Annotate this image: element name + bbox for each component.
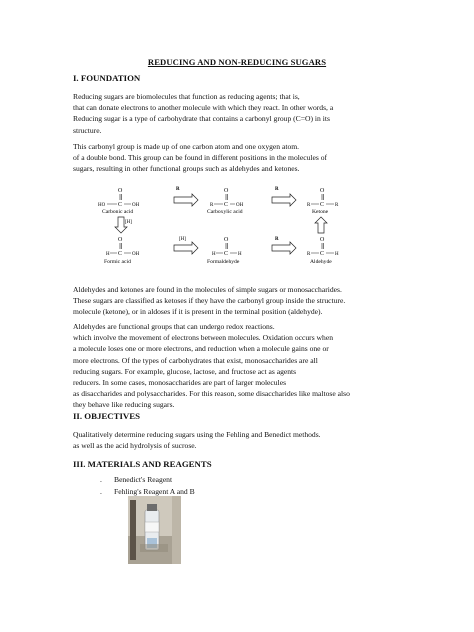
atom-label: OH — [132, 252, 140, 257]
materials-list — [100, 474, 195, 498]
atom-label: H — [212, 252, 216, 257]
atom-label: OH — [132, 203, 140, 208]
arrow-label: [H] — [125, 220, 132, 225]
atom-label: C — [118, 202, 123, 208]
arrow-label: [H] — [179, 237, 186, 242]
text-line: sugars, resulting in other functional groups such as aldehydes and ketones. — [73, 164, 300, 174]
atom-label: H — [335, 252, 339, 257]
compound-label-carboxylic-acid: Carboxylic acid — [207, 209, 243, 215]
compound-label-carbonic-acid: Carbonic acid — [102, 209, 134, 215]
reaction-arrow — [272, 237, 296, 254]
atom-label: R — [210, 203, 214, 208]
reaction-arrow — [272, 187, 296, 206]
atom-label: C — [118, 251, 123, 257]
text-line: that can donate electrons to another molecule with which they react. In other words, a — [73, 103, 334, 113]
atom-label: R — [307, 252, 311, 257]
text-line: This carbonyl group is made up of one carbon atom and one oxygen atom. — [73, 142, 300, 151]
carbonyl-compounds-diagram — [92, 185, 382, 280]
atom-label: HO — [98, 203, 106, 208]
compound-label-aldehyde: Aldehyde — [310, 259, 332, 265]
compound-label-ketone: Ketone — [312, 209, 329, 215]
document-title: REDUCING AND NON-REDUCING SUGARS — [147, 57, 327, 67]
list-item — [100, 474, 195, 486]
paragraph-foundation-4 — [73, 321, 403, 411]
arrow-label: R — [176, 187, 180, 192]
section-heading-objectives: II. OBJECTIVES — [73, 411, 140, 421]
text-line: Reducing sugar is a type of carbohydrate that contains a carbonyl group (C=O) in its — [73, 114, 330, 124]
atom-label: H — [106, 252, 110, 257]
atom-label: O — [224, 188, 229, 194]
list-bullet: . — [100, 487, 102, 496]
text-line: These sugars are classified as ketoses if they have the carbonyl group inside the structure. — [73, 296, 346, 306]
atom-label: H — [238, 252, 242, 257]
text-line: structure. — [73, 125, 102, 135]
formaldehyde-structure — [207, 237, 242, 265]
atom-label: C — [320, 202, 325, 208]
atom-label: O — [224, 237, 229, 243]
paragraph-foundation-2 — [73, 141, 403, 175]
text-line: as disaccharides and polysaccharides. For this reason, some disaccharides like maltose also — [73, 389, 350, 399]
reaction-arrow-up — [315, 217, 327, 233]
reaction-arrow-down — [115, 217, 132, 233]
reagent-bottle-image — [128, 496, 181, 564]
compound-label-formic-acid: Formic acid — [104, 259, 131, 265]
text-line: reducers. In some cases, monosaccharides are part of larger molecules — [73, 378, 287, 388]
atom-label: O — [320, 188, 325, 194]
paragraph-foundation-1 — [73, 91, 403, 136]
text-line: they behave like reducing sugars. — [73, 400, 175, 410]
list-item-text: Benedict's Reagent — [114, 475, 173, 484]
atom-label: OH — [236, 203, 244, 208]
text-line: Aldehydes and ketones are found in the molecules of simple sugars or monosaccharides. — [73, 285, 342, 294]
atom-label: C — [320, 251, 325, 257]
atom-label: O — [118, 188, 123, 194]
text-line: of a double bond. This group can be found in different positions in the molecules of — [73, 153, 328, 163]
carboxylic-acid-structure — [207, 188, 244, 215]
text-line: Reducing sugars are biomolecules that function as reducing agents; that is, — [73, 92, 300, 101]
text-line: Qualitatively determine reducing sugars using the Fehling and Benedict methods. — [73, 430, 321, 439]
atom-label: O — [118, 237, 123, 243]
reaction-arrow — [174, 237, 198, 254]
text-line: Aldehydes are functional groups that can undergo redox reactions. — [73, 322, 275, 331]
reagent-bottle-photo — [128, 496, 181, 564]
formic-acid-structure — [104, 237, 140, 265]
text-line: more electrons. Of the types of carbohydrates that exist, monosaccharides are all — [73, 355, 318, 365]
list-bullet: . — [100, 475, 102, 484]
text-line: a molecule loses one or more electrons, and reduction when a molecule gains one or — [73, 344, 329, 354]
section-heading-materials: III. MATERIALS AND REAGENTS — [73, 459, 212, 469]
aldehyde-structure — [307, 237, 339, 265]
text-line: which involve the movement of electrons between molecules. Oxidation occurs when — [73, 333, 334, 343]
arrow-label: R — [275, 237, 279, 242]
carbonic-acid-structure — [98, 188, 140, 215]
paragraph-objectives — [73, 429, 403, 451]
paragraph-foundation-3 — [73, 284, 403, 318]
section-heading-foundation: I. FOUNDATION — [73, 73, 141, 83]
atom-label: C — [224, 202, 229, 208]
atom-label: O — [320, 237, 325, 243]
list-item-text: Fehling's Reagent A and B — [114, 487, 195, 496]
atom-label: C — [224, 251, 229, 257]
atom-label: R — [335, 203, 339, 208]
text-line: molecule (ketone), or in aldoses if it is present in the terminal position (aldehyde). — [73, 307, 323, 317]
text-line: reducing sugars. For example, glucose, lactose, and fructose act as agents — [73, 366, 297, 376]
reaction-arrow — [174, 187, 198, 206]
arrow-label: R — [275, 187, 279, 192]
text-line: as well as the acid hydrolysis of sucrose. — [73, 441, 197, 451]
atom-label: R — [307, 203, 311, 208]
compound-label-formaldehyde: Formaldehyde — [207, 259, 240, 265]
ketone-structure — [307, 188, 339, 215]
